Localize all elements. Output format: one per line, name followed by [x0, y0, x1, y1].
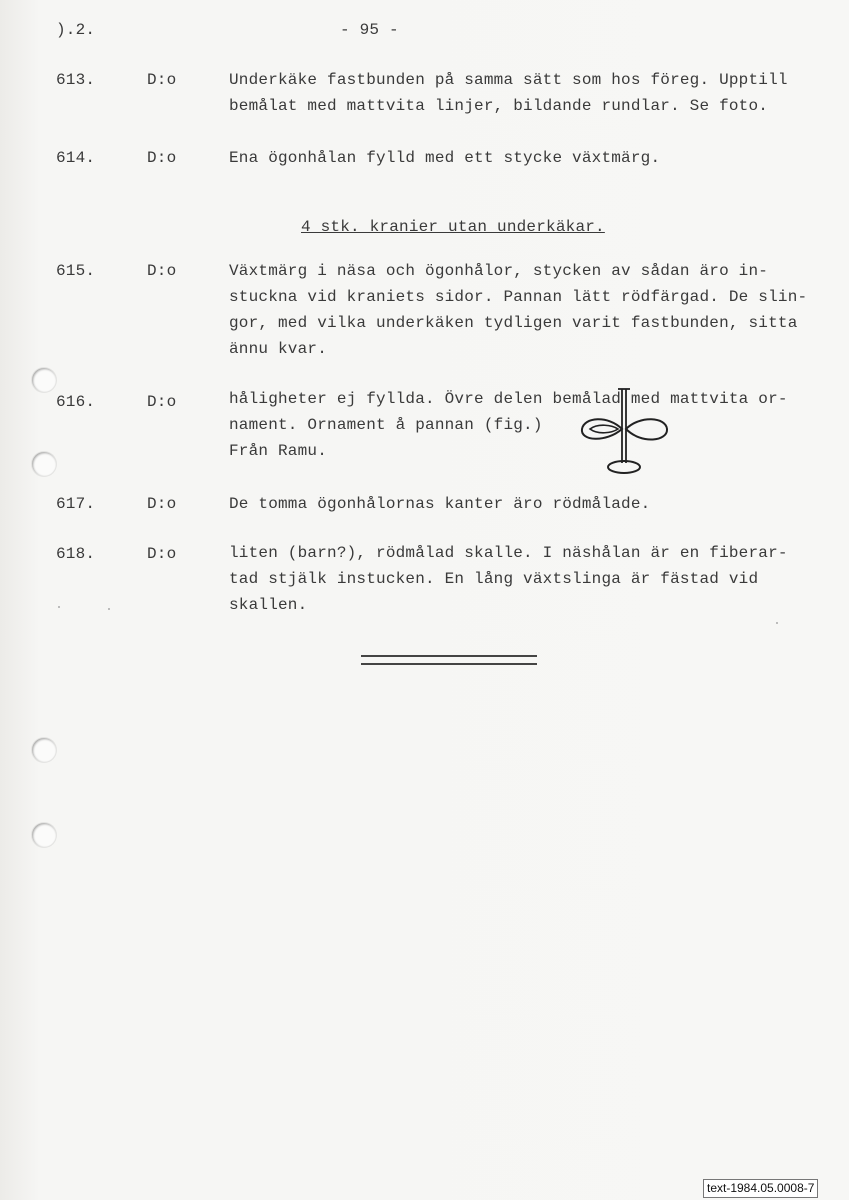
entry-line: Underkäke fastbunden på samma sätt som hos föreg. Upptill — [229, 71, 788, 89]
entry-line: Ena ögonhålan fylld med ett stycke växtmärg. — [229, 149, 661, 167]
paper-speck — [776, 622, 778, 624]
punch-hole — [32, 452, 56, 476]
section-heading: 4 stk. kranier utan underkäkar. — [301, 218, 605, 236]
entry-number-616: 616. — [56, 393, 96, 411]
punch-hole — [32, 823, 56, 847]
entry-number-615: 615. — [56, 262, 96, 280]
entry-line: nament. Ornament å pannan (fig.) — [229, 416, 543, 434]
entry-ditto-613: D:o — [147, 71, 177, 89]
entry-text-614 — [229, 145, 660, 171]
paper-speck — [108, 608, 110, 610]
entry-ditto-618: D:o — [147, 545, 177, 563]
entry-ditto-616: D:o — [147, 393, 177, 411]
entry-text-615 — [229, 258, 807, 362]
punch-hole — [32, 738, 56, 762]
entry-line: Växtmärg i näsa och ögonhålor, stycken av sådan äro in- — [229, 262, 769, 280]
punch-hole — [32, 368, 56, 392]
entry-line: Från Ramu. — [229, 442, 328, 460]
entry-number-613: 613. — [56, 71, 96, 89]
entry-line: tad stjälk instucken. En lång växtslinga är fästad vid — [229, 570, 759, 588]
entry-line: gor, med vilka underkäken tydligen varit fastbunden, sitta — [229, 314, 798, 332]
closing-rule-top — [361, 655, 537, 657]
entry-number-618: 618. — [56, 545, 96, 563]
entry-line: stuckna vid kraniets sidor. Pannan lätt rödfärgad. De slin- — [229, 288, 808, 306]
header-reference: ).2. — [56, 21, 96, 39]
archive-stamp: text-1984.05.0008-7 — [703, 1179, 818, 1198]
entry-text-618 — [229, 540, 788, 618]
ornament-sketch-icon — [578, 387, 670, 479]
closing-rule-bottom — [361, 663, 537, 665]
entry-ditto-615: D:o — [147, 262, 177, 280]
entry-line: skallen. — [229, 596, 308, 614]
entry-ditto-614: D:o — [147, 149, 177, 167]
entry-text-617 — [229, 491, 650, 517]
entry-line: håligheter ej fyllda. Övre delen bemålad med mattvita or- — [229, 390, 788, 408]
entry-number-617: 617. — [56, 495, 96, 513]
entry-text-616 — [229, 386, 788, 464]
entry-text-613 — [229, 67, 788, 119]
entry-line: bemålat med mattvita linjer, bildande rundlar. Se foto. — [229, 97, 769, 115]
paper-speck — [58, 606, 60, 608]
entry-number-614: 614. — [56, 149, 96, 167]
entry-line: liten (barn?), rödmålad skalle. I näshålan är en fiberar- — [229, 544, 788, 562]
page-number: - 95 - — [340, 21, 399, 39]
entry-ditto-617: D:o — [147, 495, 177, 513]
entry-line: ännu kvar. — [229, 340, 328, 358]
entry-line: De tomma ögonhålornas kanter äro rödmålade. — [229, 495, 651, 513]
